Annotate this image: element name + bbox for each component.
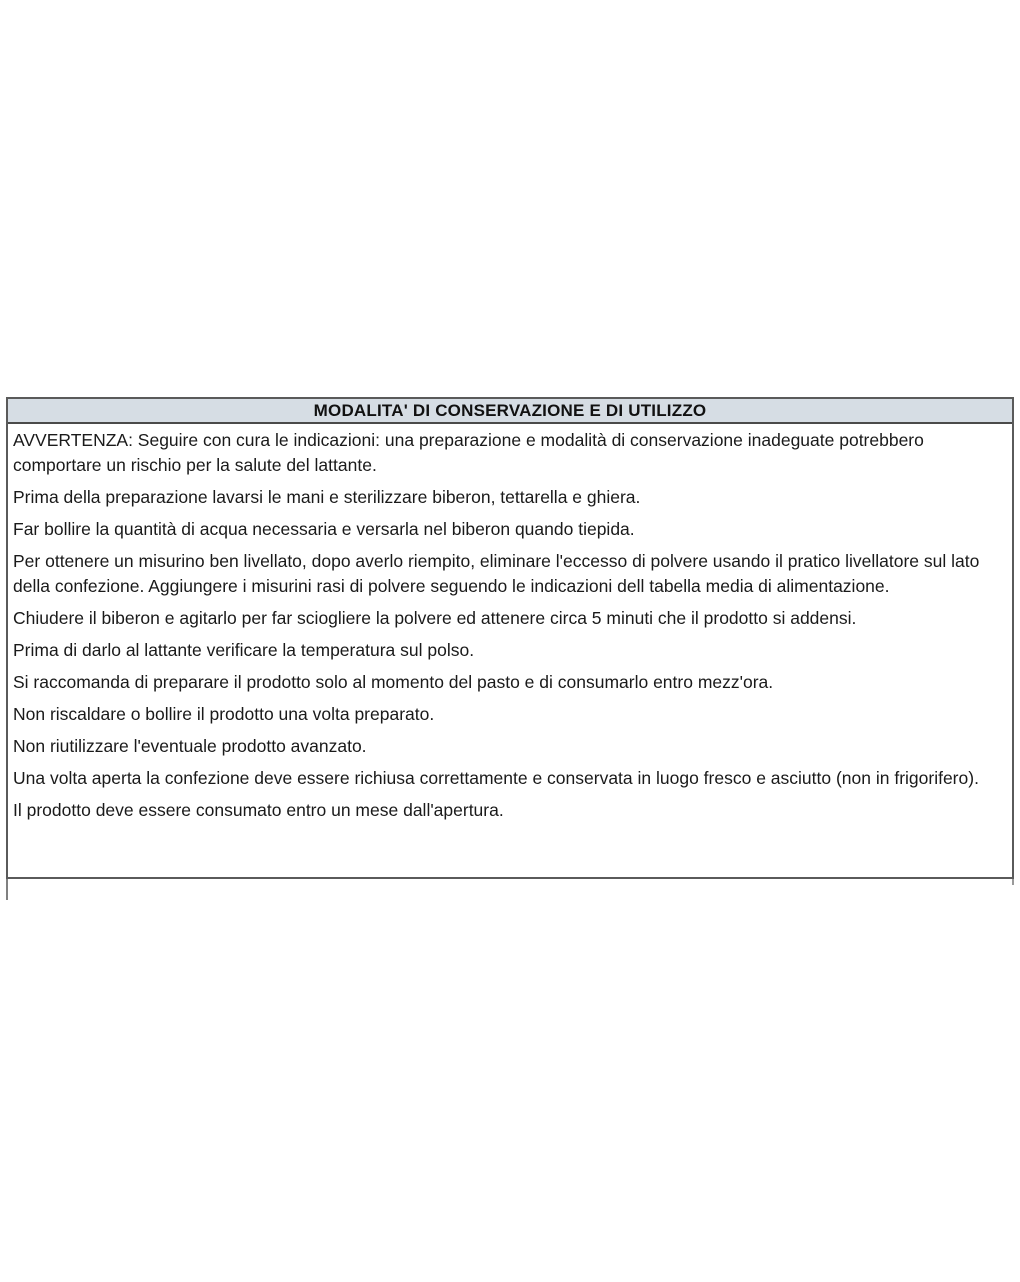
instructions-table: [6, 397, 1014, 879]
paragraph-preparazione: Prima della preparazione lavarsi le mani e sterilizzare biberon, tettarella e ghiera.: [13, 487, 641, 507]
paragraph-momento-pasto: Si raccomanda di preparare il prodotto solo al momento del pasto e di consumarlo entro mezz'ora.: [13, 672, 774, 692]
paragraph-non-riscaldare: Non riscaldare o bollire il prodotto una volta preparato.: [13, 704, 435, 724]
paragraph-misurino: Per ottenere un misurino ben livellato, dopo averlo riempito, eliminare l'eccesso di polvere usando il pratico livellatore sul lato della confezione. Aggiungere i misurini rasi di polvere seguendo le indicazioni dell tabella media di alimentazione.: [13, 551, 980, 596]
table-border-stub-right: [1012, 879, 1014, 885]
table-header: MODALITA' DI CONSERVAZIONE E DI UTILIZZO: [8, 399, 1012, 424]
table-body: [8, 428, 1012, 823]
paragraph-avvertenza: AVVERTENZA: Seguire con cura le indicazioni: una preparazione e modalità di conservazione inadeguate potrebbero comportare un rischio per la salute del lattante.: [13, 430, 924, 475]
paragraph-consumo-entro-mese: Il prodotto deve essere consumato entro un mese dall'apertura.: [13, 800, 504, 820]
paragraph-non-riutilizzare: Non riutilizzare l'eventuale prodotto avanzato.: [13, 736, 367, 756]
paragraph-bollire-acqua: Far bollire la quantità di acqua necessaria e versarla nel biberon quando tiepida.: [13, 519, 635, 539]
table-border-stub-left: [6, 879, 8, 900]
paragraph-temperatura-polso: Prima di darlo al lattante verificare la temperatura sul polso.: [13, 640, 475, 660]
paragraph-confezione-aperta: Una volta aperta la confezione deve essere richiusa correttamente e conservata in luogo fresco e asciutto (non in frigorifero).: [13, 768, 979, 788]
paragraph-chiudere-biberon: Chiudere il biberon e agitarlo per far sciogliere la polvere ed attenere circa 5 minuti che il prodotto si addensi.: [13, 608, 857, 628]
